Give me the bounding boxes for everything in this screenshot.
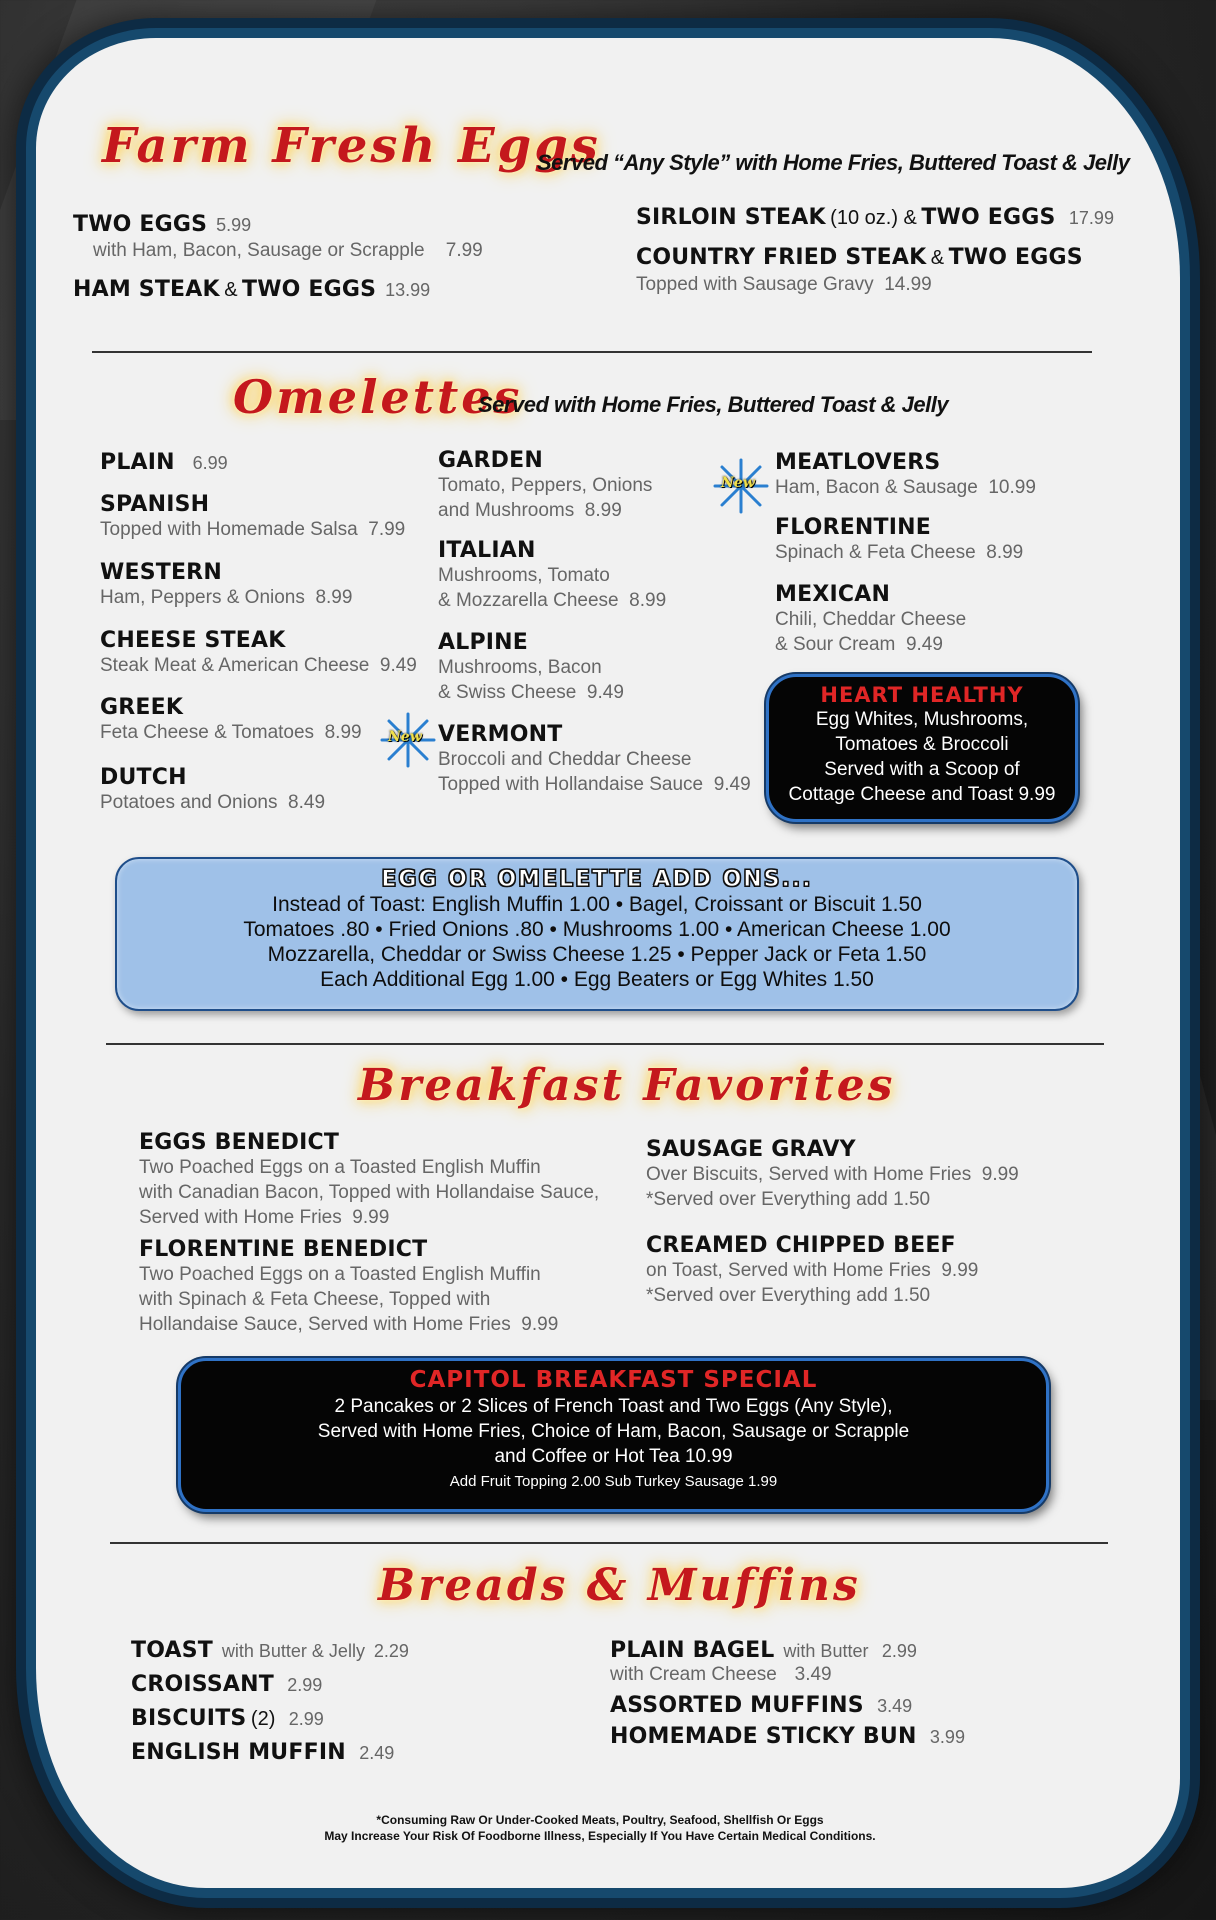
favorite-florentine-benedict (139, 1237, 558, 1337)
item-desc: Tomato, Peppers, Onions (438, 475, 653, 496)
bread-toast (131, 1638, 409, 1663)
omelette-dutch (100, 765, 325, 815)
omelette-mexican (775, 582, 966, 657)
item-desc: Steak Meat & American Cheese (100, 655, 370, 676)
item-price: 3.49 (877, 1696, 913, 1716)
item-price: 10.99 (988, 477, 1036, 498)
item-name: ENGLISH MUFFIN (131, 1740, 346, 1765)
item-price: 13.99 (385, 280, 431, 300)
item-desc: Topped with Homemade Salsa (100, 519, 358, 540)
item-desc: Over Biscuits, Served with Home Fries (646, 1164, 972, 1185)
item-price: 2.99 (288, 1709, 324, 1729)
heart-healthy-line: Tomatoes & Broccoli (835, 734, 1009, 755)
item-name: TWO EGGS (948, 245, 1083, 270)
bread-plain-bagel-cream (610, 1664, 832, 1686)
item-name: PLAIN BAGEL (610, 1638, 775, 1663)
item-desc: with Cream Cheese (610, 1664, 777, 1685)
item-desc: Served with Home Fries (139, 1207, 342, 1228)
bread-sticky-bun (610, 1724, 965, 1749)
omelette-garden (438, 448, 652, 523)
item-name: TWO EGGS (73, 212, 208, 237)
item-price: 2.99 (881, 1641, 917, 1661)
special-title: CAPITOL BREAKFAST SPECIAL (409, 1367, 818, 1393)
omelette-meatlovers (775, 450, 1036, 500)
item-desc: Ham, Bacon & Sausage (775, 477, 978, 498)
item-price: 8.99 (315, 587, 353, 608)
item-name: GARDEN (438, 448, 543, 473)
item-desc: with Canadian Bacon, Topped with Hollandaise Sauce, (139, 1182, 600, 1203)
item-desc: on Toast, Served with Home Fries (646, 1260, 931, 1281)
item-price: 9.49 (905, 634, 943, 655)
item-name: MEATLOVERS (775, 450, 941, 475)
item-desc: Ham, Peppers & Onions (100, 587, 305, 608)
item-desc: with Butter (783, 1641, 869, 1661)
item-name: GREEK (100, 695, 184, 720)
item-name: SPANISH (100, 492, 210, 517)
item-desc: Hollandaise Sauce, Served with Home Fries (139, 1314, 511, 1335)
item-name: SIRLOIN STEAK (636, 205, 826, 230)
item-desc: & Swiss Cheese (438, 682, 577, 703)
item-desc: Mushrooms, Tomato (438, 565, 610, 586)
item-connector: & (930, 247, 945, 269)
item-price: 9.49 (586, 682, 624, 703)
heart-healthy-title: HEART HEALTHY (820, 683, 1024, 707)
omelette-spanish (100, 492, 405, 542)
item-price: 9.49 (379, 655, 417, 676)
omelette-western (100, 560, 352, 610)
menu-item-country-fried-desc (636, 272, 932, 297)
item-desc: Chili, Cheddar Cheese (775, 609, 967, 630)
menu-item-ham-steak (73, 277, 430, 302)
item-price: 3.49 (794, 1664, 832, 1685)
item-name: SAUSAGE GRAVY (646, 1137, 856, 1162)
item-name: FLORENTINE (775, 515, 931, 540)
item-name: WESTERN (100, 560, 222, 585)
item-name: CREAMED CHIPPED BEEF (646, 1233, 956, 1258)
item-price: 9.99 (521, 1314, 559, 1335)
item-price: 6.99 (192, 453, 228, 473)
item-name: COUNTRY FRIED STEAK (636, 245, 927, 270)
item-desc: Topped with Sausage Gravy (636, 274, 874, 295)
item-desc: & Sour Cream (775, 634, 896, 655)
heart-healthy-line: Egg Whites, Mushrooms, (815, 709, 1029, 730)
item-desc: & Mozzarella Cheese (438, 590, 619, 611)
addons-line: Each Additional Egg 1.00 • Egg Beaters or Egg Whites 1.50 (320, 968, 874, 991)
item-price: 9.99 (981, 1164, 1019, 1185)
omelette-cheese-steak (100, 628, 417, 678)
item-price: 5.99 (216, 215, 252, 235)
item-desc: Two Poached Eggs on a Toasted English Muffin (139, 1264, 541, 1285)
heart-healthy-line: Cottage Cheese and Toast 9.99 (788, 784, 1056, 805)
item-desc: Spinach & Feta Cheese (775, 542, 976, 563)
item-note: *Served over Everything add 1.50 (646, 1285, 931, 1306)
item-price: 7.99 (368, 519, 406, 540)
breads-section-title: Breads & Muffins (378, 1560, 861, 1611)
item-price: 2.99 (287, 1675, 323, 1695)
addons-title: EGG OR OMELETTE ADD ONS... (381, 867, 813, 892)
bread-plain-bagel (610, 1638, 917, 1663)
item-name: DUTCH (100, 765, 187, 790)
item-price: 8.99 (986, 542, 1024, 563)
bread-english-muffin (131, 1740, 394, 1765)
omelette-plain (100, 450, 228, 475)
addons-box (115, 857, 1079, 1011)
favorite-sausage-gravy (646, 1137, 1019, 1212)
item-name: ASSORTED MUFFINS (610, 1693, 864, 1718)
item-desc: Feta Cheese & Tomatoes (100, 722, 315, 743)
section-divider (110, 1542, 1108, 1544)
item-desc: with Ham, Bacon, Sausage or Scrapple (93, 240, 425, 261)
item-name: ALPINE (438, 630, 528, 655)
special-line: Add Fruit Topping 2.00 Sub Turkey Sausage 1.99 (449, 1473, 778, 1490)
item-desc: with Spinach & Feta Cheese, Topped with (139, 1289, 491, 1310)
omelette-alpine (438, 630, 624, 705)
item-name: CROISSANT (131, 1672, 274, 1697)
item-name: FLORENTINE BENEDICT (139, 1237, 428, 1262)
menu-item-country-fried (636, 245, 1083, 270)
disclaimer-line: May Increase Your Risk Of Foodborne Illness, Especially If You Have Certain Medical Conditions. (324, 1829, 876, 1843)
disclaimer-line: *Consuming Raw Or Under-Cooked Meats, Poultry, Seafood, Shellfish Or Eggs (376, 1813, 824, 1827)
item-note: *Served over Everything add 1.50 (646, 1189, 931, 1210)
item-price: 8.99 (324, 722, 362, 743)
section-divider (92, 351, 1092, 353)
item-price: 8.99 (629, 590, 667, 611)
item-desc: Mushrooms, Bacon (438, 657, 602, 678)
omelette-italian (438, 538, 666, 613)
item-price: 9.99 (352, 1207, 390, 1228)
favorites-section-title: Breakfast Favorites (358, 1060, 896, 1111)
special-line: Served with Home Fries, Choice of Ham, Bacon, Sausage or Scrapple (317, 1421, 910, 1442)
heart-healthy-box (766, 674, 1078, 822)
eggs-section-subtitle: Served “Any Style” with Home Fries, Buttered Toast & Jelly (537, 150, 1130, 175)
menu-item-two-eggs (73, 212, 251, 237)
item-price: 7.99 (445, 240, 483, 261)
new-badge-label: New (388, 729, 422, 745)
item-price: 8.49 (288, 792, 326, 813)
item-name: MEXICAN (775, 582, 891, 607)
eggs-section-title: Farm Fresh Eggs (102, 118, 601, 174)
omelette-vermont (438, 722, 751, 797)
item-name: CHEESE STEAK (100, 628, 286, 653)
food-safety-disclaimer (200, 1812, 1000, 1844)
item-desc: with Butter & Jelly (221, 1641, 365, 1661)
item-desc: and Mushrooms (438, 500, 575, 521)
addons-line: Mozzarella, Cheddar or Swiss Cheese 1.25 • Pepper Jack or Feta 1.50 (267, 943, 927, 966)
item-price: 9.99 (941, 1260, 979, 1281)
item-price: 3.99 (929, 1727, 965, 1747)
favorite-eggs-benedict (139, 1130, 599, 1230)
bread-croissant (131, 1672, 322, 1697)
omelettes-section-title: Omelettes (233, 370, 523, 424)
item-name: TWO EGGS (242, 277, 377, 302)
new-badge-icon (713, 458, 769, 514)
item-price: 8.99 (584, 500, 622, 521)
menu-item-sirloin (636, 205, 1114, 230)
omelette-greek (100, 695, 362, 745)
heart-healthy-line: Served with a Scoop of (824, 759, 1020, 780)
bread-biscuits (131, 1706, 324, 1731)
item-connector: (10 oz.) & (830, 207, 917, 229)
item-name: BISCUITS (131, 1706, 247, 1731)
special-line: and Coffee or Hot Tea 10.99 (494, 1446, 733, 1467)
omelettes-section-subtitle: Served with Home Fries, Buttered Toast & Jelly (478, 392, 949, 417)
bread-assorted-muffins (610, 1693, 912, 1718)
addons-line: Instead of Toast: English Muffin 1.00 • Bagel, Croissant or Biscuit 1.50 (272, 893, 922, 916)
item-price: 14.99 (884, 274, 932, 295)
item-name: ITALIAN (438, 538, 536, 563)
new-badge-icon (380, 712, 436, 768)
breakfast-special-box (178, 1358, 1049, 1512)
item-desc: Two Poached Eggs on a Toasted English Muffin (139, 1157, 541, 1178)
item-price: 9.49 (713, 774, 751, 795)
item-name: VERMONT (438, 722, 563, 747)
item-price: 17.99 (1068, 208, 1114, 228)
item-name: PLAIN (100, 450, 175, 475)
item-price: 2.29 (373, 1641, 409, 1661)
new-badge-label: New (721, 475, 755, 491)
favorite-chipped-beef (646, 1233, 978, 1308)
item-name: EGGS BENEDICT (139, 1130, 340, 1155)
item-price: 2.49 (359, 1743, 395, 1763)
item-desc: Topped with Hollandaise Sauce (438, 774, 704, 795)
addons-line: Tomatoes .80 • Fried Onions .80 • Mushrooms 1.00 • American Cheese 1.00 (243, 918, 951, 941)
item-name: TWO EGGS (921, 205, 1056, 230)
item-connector: & (224, 279, 238, 301)
item-desc: Broccoli and Cheddar Cheese (438, 749, 692, 770)
menu-item-two-eggs-desc (93, 238, 483, 263)
item-name: TOAST (131, 1638, 213, 1663)
item-name: HAM STEAK (73, 277, 220, 302)
item-name: HOMEMADE STICKY BUN (610, 1724, 917, 1749)
section-divider (106, 1043, 1104, 1045)
omelette-florentine (775, 515, 1023, 565)
item-desc: Potatoes and Onions (100, 792, 278, 813)
special-line: 2 Pancakes or 2 Slices of French Toast and Two Eggs (Any Style), (334, 1396, 893, 1417)
item-qty: (2) (250, 1708, 276, 1730)
